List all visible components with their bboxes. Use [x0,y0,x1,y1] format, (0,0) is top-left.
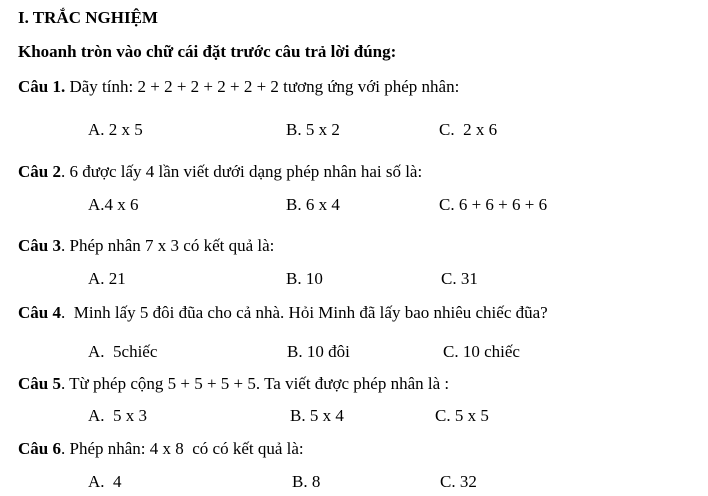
instruction: Khoanh tròn vào chữ cái đặt trước câu trả lời đúng: [18,42,397,61]
q6-option-b[interactable]: B. 8 [292,472,321,491]
q4-option-c[interactable]: C. 10 chiếc [443,342,520,361]
q3-option-c[interactable]: C. 31 [441,269,478,288]
q1-option-c[interactable]: C. 2 x 6 [439,120,498,139]
q5-option-b[interactable]: B. 5 x 4 [290,406,344,425]
question-5 [18,374,449,394]
q6-option-a[interactable]: A. 4 [88,472,122,491]
question-text: . Minh lấy 5 đôi đũa cho cả nhà. Hỏi Minh đã lấy bao nhiêu chiếc đũa? [60,303,548,322]
q3-option-b[interactable]: B. 10 [286,269,323,288]
question-3 [18,236,274,256]
question-label: Câu 2 [18,162,61,181]
section-title: I. TRẮC NGHIỆM [18,8,158,27]
question-label: Câu 1. [18,77,66,96]
q1-option-b[interactable]: B. 5 x 2 [286,120,340,139]
q2-option-a[interactable]: A.4 x 6 [88,195,139,214]
question-1 [18,77,459,97]
question-label: Câu 5 [18,374,61,393]
question-4 [18,303,548,323]
question-label: Câu 4 [18,303,61,322]
question-text: . Phép nhân: 4 x 8 có có kết quả là: [60,439,304,458]
q6-option-c[interactable]: C. 32 [440,472,477,491]
q1-option-a[interactable]: A. 2 x 5 [88,120,143,139]
question-text: . Từ phép cộng 5 + 5 + 5 + 5. Ta viết được phép nhân là : [60,374,450,393]
q2-option-c[interactable]: C. 6 + 6 + 6 + 6 [439,195,548,214]
q4-option-a[interactable]: A. 5chiếc [88,342,158,361]
question-6 [18,439,304,459]
q5-option-a[interactable]: A. 5 x 3 [88,406,148,425]
question-2 [18,162,422,182]
q4-option-b[interactable]: B. 10 đôi [287,342,350,361]
question-label: Câu 6 [18,439,61,458]
question-text: Dãy tính: 2 + 2 + 2 + 2 + 2 + 2 tương ứng với phép nhân: [65,77,460,96]
q5-option-c[interactable]: C. 5 x 5 [435,406,489,425]
question-text: . Phép nhân 7 x 3 có kết quả là: [60,236,275,255]
q2-option-b[interactable]: B. 6 x 4 [286,195,340,214]
question-text: . 6 được lấy 4 lần viết dưới dạng phép nhân hai số là: [60,162,423,181]
q3-option-a[interactable]: A. 21 [88,269,126,288]
question-label: Câu 3 [18,236,61,255]
